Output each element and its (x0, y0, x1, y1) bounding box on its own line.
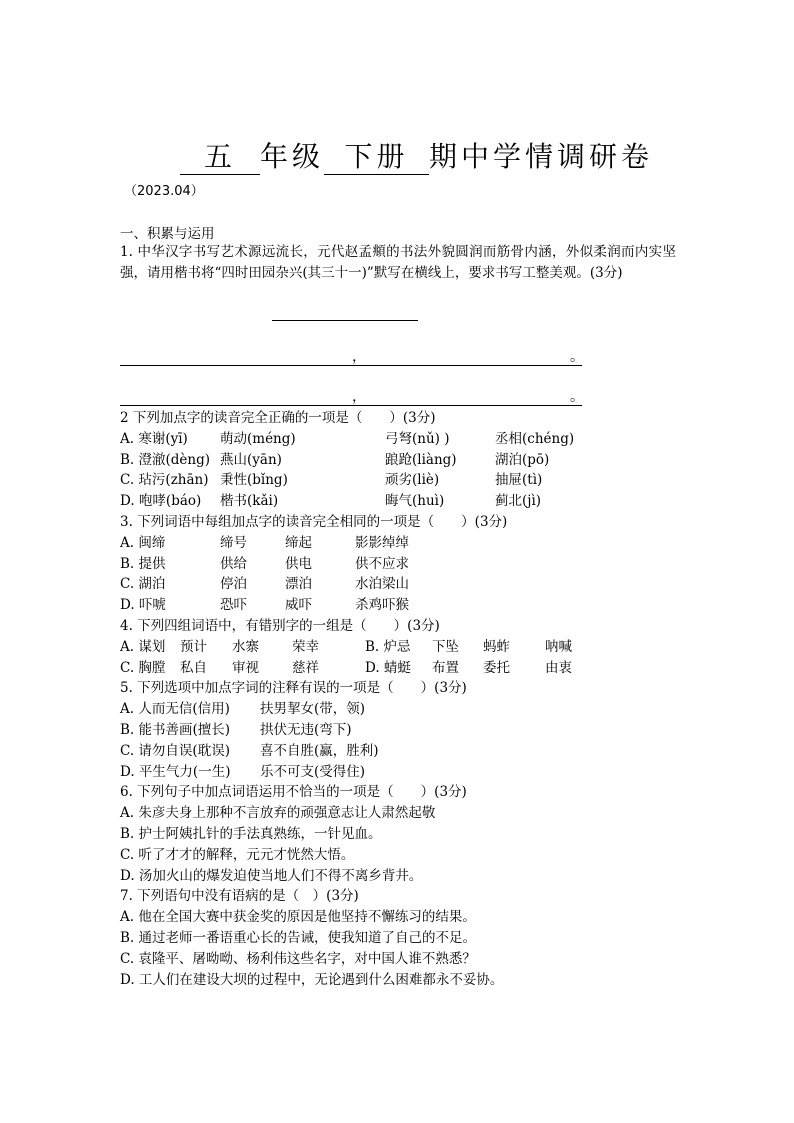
option-cell: B. 通过老师一番语重心长的告诫，使我知道了自己的不足。 (120, 929, 477, 946)
answer-line-row-1[interactable] (120, 346, 582, 366)
period-mark: 。 (570, 389, 584, 405)
option-row (120, 554, 700, 575)
option-cell: B. 提供 (120, 555, 166, 572)
option-cell: 抽屉(tì) (495, 472, 543, 489)
term-blank: 下册 (324, 140, 429, 175)
option-row (120, 949, 700, 970)
question-list (120, 408, 700, 990)
option-row (120, 533, 700, 554)
option-row (120, 720, 700, 741)
option-cell: 恐吓 (220, 597, 247, 614)
option-row (120, 450, 700, 471)
option-cell: 由衷 (545, 659, 572, 676)
exam-date: （2023.04） (124, 184, 204, 199)
option-cell: 水寨 (232, 638, 259, 655)
option-cell: C. 玷污(zhān) (120, 472, 209, 489)
option-cell: 扶男挈女(带，领) (260, 701, 366, 718)
question-stem: 4. 下列四组词语中，有错别字的一组是（ ）(3分) (120, 617, 440, 634)
option-cell: 停泊 (220, 576, 247, 593)
option-cell: 威吓 (285, 597, 312, 614)
option-row (120, 429, 700, 450)
option-cell: A. 朱彦夫身上那种不言放弃的顽强意志让人肃然起敬 (120, 805, 436, 822)
option-cell: C. 湖泊 (120, 576, 166, 593)
option-cell: 供给 (220, 555, 247, 572)
option-cell: 供不应求 (355, 555, 409, 572)
option-cell: 水泊梁山 (355, 576, 409, 593)
option-cell: 漂泊 (285, 576, 312, 593)
option-cell: 影影绰绰 (355, 534, 409, 551)
option-cell: 缔起 (285, 534, 312, 551)
exam-name: 期中学情调研卷 (429, 140, 654, 173)
question-1: 1. 中华汉字书写艺术源远流长，元代赵孟頫的书法外貌圆润而筋骨内涵，外似柔润而内实坚强，请用楷书将“四时田园杂兴(其三十一)”默写在横线上，要求书写工整美观。(3分) (120, 244, 676, 281)
option-cell: 蓟北(jì) (495, 493, 542, 510)
option-cell: 供电 (285, 555, 312, 572)
question-stem: 5. 下列选项中加点字词的注释有误的一项是（ ）(3分) (120, 680, 467, 697)
comma-mark: ， (352, 389, 366, 405)
option-cell: B. 炉忌 (365, 638, 411, 655)
comma-mark: ， (352, 349, 366, 365)
option-cell: 呐喊 (545, 638, 572, 655)
option-cell: 燕山(yān) (220, 451, 282, 468)
option-row (120, 907, 700, 928)
option-cell: D. 蜻蜓 (365, 659, 411, 676)
option-cell: 顽劣(liè) (385, 472, 440, 489)
option-row (120, 845, 700, 866)
option-cell: C. 听了才才的解释，元元才恍然大悟。 (120, 846, 355, 863)
option-cell: 慈祥 (292, 659, 319, 676)
option-cell: 丞相(chéng) (495, 430, 575, 447)
option-cell: 乐不可支(受得住) (260, 763, 366, 780)
option-cell: 楷书(kǎi) (220, 493, 279, 510)
option-row (120, 491, 700, 512)
option-cell: 荣幸 (292, 638, 319, 655)
option-cell: A. 寒谢(yī) (120, 430, 188, 447)
option-cell: 下坠 (432, 638, 459, 655)
option-cell: 预计 (180, 638, 207, 655)
option-cell: 湖泊(pō) (495, 451, 550, 468)
answer-line-row-2[interactable] (120, 386, 582, 406)
question-stem: 7. 下列语句中没有语病的是（ ）(3分) (120, 888, 359, 905)
question-stem: 6. 下列句子中加点词语运用不恰当的一项是（ ）(3分) (120, 784, 467, 801)
option-cell: B. 护士阿姨扎针的手法真熟练，一针见血。 (120, 825, 382, 842)
option-row (120, 970, 700, 991)
option-cell: 私自 (180, 659, 207, 676)
option-cell: D. 汤加火山的爆发迫使当地人们不得不离乡背井。 (120, 867, 423, 884)
option-cell: A. 人而无信(信用) (120, 701, 230, 718)
question-stem: 2 下列加点字的读音完全正确的一项是（ ）(3分) (120, 410, 436, 426)
option-cell: D. 吓唬 (120, 597, 166, 614)
option-cell: 拱伏无违(弯下) (260, 721, 352, 738)
option-row (120, 595, 700, 616)
section-title: 一、积累与运用 (120, 226, 215, 242)
option-cell: 弓弩(nǔ) ) (385, 430, 450, 447)
option-cell: 秉性(bǐng) (220, 472, 288, 489)
option-row (120, 928, 700, 949)
option-row (120, 741, 700, 762)
option-row (120, 574, 700, 595)
answer-line-title[interactable] (272, 320, 418, 321)
option-cell: C. 请勿自误(耽误) (120, 742, 230, 759)
option-row (120, 866, 700, 887)
exam-title (180, 140, 780, 180)
option-cell: B. 能书善画(擅长) (120, 721, 231, 738)
option-cell: 踉跄(liàng) (385, 451, 457, 468)
option-cell: 布置 (432, 659, 459, 676)
option-row (120, 762, 700, 783)
option-cell: 缔号 (220, 534, 247, 551)
option-row (120, 803, 700, 824)
option-cell: C. 袁隆平、屠呦呦、杨利伟这些名字，对中国人谁不熟悉？ (120, 950, 476, 967)
option-cell: 萌动(méng) (220, 430, 296, 447)
option-cell: 晦气(huì) (385, 493, 445, 510)
option-cell: 杀鸡吓猴 (355, 597, 409, 614)
option-row (120, 637, 700, 658)
option-row (120, 699, 700, 720)
option-cell: B. 澄澈(dèng) (120, 451, 211, 468)
option-cell: D. 工人们在建设大坝的过程中，无论遇到什么困难都永不妥协。 (120, 971, 504, 988)
option-cell: D. 平生气力(一生) (120, 763, 231, 780)
option-cell: C. 胸膛 (120, 659, 166, 676)
option-row (120, 824, 700, 845)
option-cell: 委托 (483, 659, 510, 676)
grade-blank: 五 (180, 140, 260, 175)
option-cell: 审视 (232, 659, 259, 676)
option-cell: A. 闽缔 (120, 534, 166, 551)
option-cell: A. 谋划 (120, 638, 166, 655)
option-cell: 蚂蚱 (483, 638, 510, 655)
option-cell: D. 咆哮(báo) (120, 493, 202, 510)
option-cell: 喜不自胜(赢，胜利) (260, 742, 379, 759)
question-stem: 3. 下列词语中每组加点字的读音完全相同的一项是（ ）(3分) (120, 513, 508, 530)
option-cell: A. 他在全国大赛中获金奖的原因是他坚持不懈练习的结果。 (120, 909, 476, 926)
option-row (120, 658, 700, 679)
period-mark: 。 (570, 349, 584, 365)
grade-label: 年级 (260, 140, 325, 173)
option-row (120, 470, 700, 491)
